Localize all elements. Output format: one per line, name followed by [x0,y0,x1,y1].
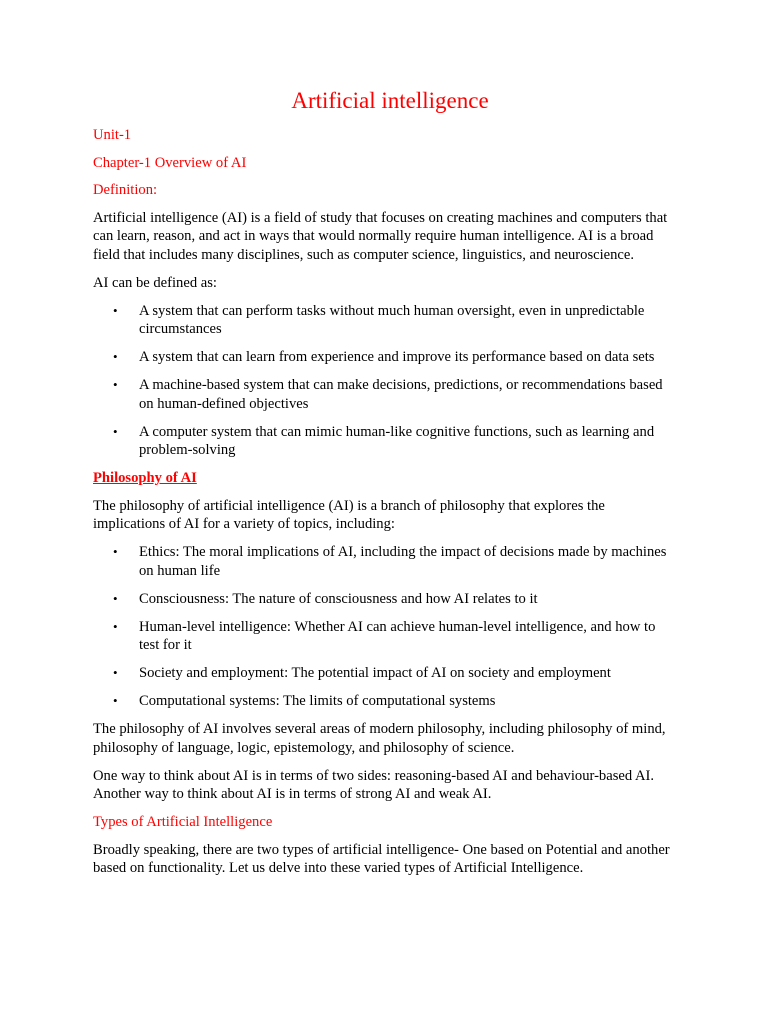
list-item [93,423,677,460]
document-body [93,86,677,887]
list-item-text: A computer system that can mimic human-like cognitive functions, such as learning and problem-solving [139,423,655,458]
list-item [93,302,677,339]
philosophy-topics-list [93,543,677,711]
list-item-text: Consciousness: The nature of consciousness and how AI relates to it [139,590,538,607]
types-heading: Types of Artificial Intelligence [93,814,273,830]
list-item-text: A system that can perform tasks without much human oversight, even in unpredictable circumstances [139,302,645,337]
bullet-icon: • [113,302,118,318]
types-paragraph: Broadly speaking, there are two types of artificial intelligence- One based on Potential and another based on functionality. Let us delve into these varied types of Artificial Intelligence. [93,841,670,876]
bullet-icon: • [113,693,118,708]
unit-label: Unit-1 [93,127,132,143]
bullet-icon: • [113,544,118,559]
list-item [93,618,677,655]
philosophy-paragraph-2: One way to think about AI is in terms of two sides: reasoning-based AI and behaviour-based AI. Another way to think about AI is in terms of strong AI and weak AI. [93,767,655,802]
definitions-list [93,302,677,460]
document-title: Artificial intelligence [291,88,489,113]
philosophy-heading: Philosophy of AI [93,470,197,486]
list-item-text: Computational systems: The limits of computational systems [139,693,496,709]
bullet-icon: • [113,590,118,606]
list-item [93,692,677,711]
bullet-icon: • [113,423,118,439]
philosophy-intro: The philosophy of artificial intelligence (AI) is a branch of philosophy that explores the implications of AI for a variety of topics, including: [93,497,605,532]
bullet-icon: • [113,349,118,364]
chapter-label: Chapter-1 Overview of AI [93,154,247,171]
list-item [93,376,677,413]
defined-as-intro: AI can be defined as: [93,274,217,291]
bullet-icon: • [113,377,118,392]
list-item-text: A system that can learn from experience and improve its performance based on data sets [139,349,655,365]
list-item [93,590,677,609]
list-item [93,543,677,580]
bullet-icon: • [113,665,118,680]
bullet-icon: • [113,618,118,634]
definition-paragraph: Artificial intelligence (AI) is a field of study that focuses on creating machines and computers that can learn, reason, and act in ways that would normally require human intelligence. AI is a broad field that includes many disciplines, such as computer science, linguistics, and neuroscience. [93,209,668,263]
list-item [93,348,677,367]
list-item-text: A machine-based system that can make decisions, predictions, or recommendations based on human-defined objectives [139,377,663,412]
definition-heading: Definition: [93,182,158,198]
list-item [93,664,677,683]
list-item-text: Ethics: The moral implications of AI, including the impact of decisions made by machines on human life [139,544,667,579]
list-item-text: Society and employment: The potential impact of AI on society and employment [139,665,611,681]
philosophy-paragraph-1: The philosophy of AI involves several areas of modern philosophy, including philosophy of mind, philosophy of language, logic, epistemology, and philosophy of science. [93,721,666,756]
list-item-text: Human-level intelligence: Whether AI can achieve human-level intelligence, and how to test for it [139,618,656,653]
